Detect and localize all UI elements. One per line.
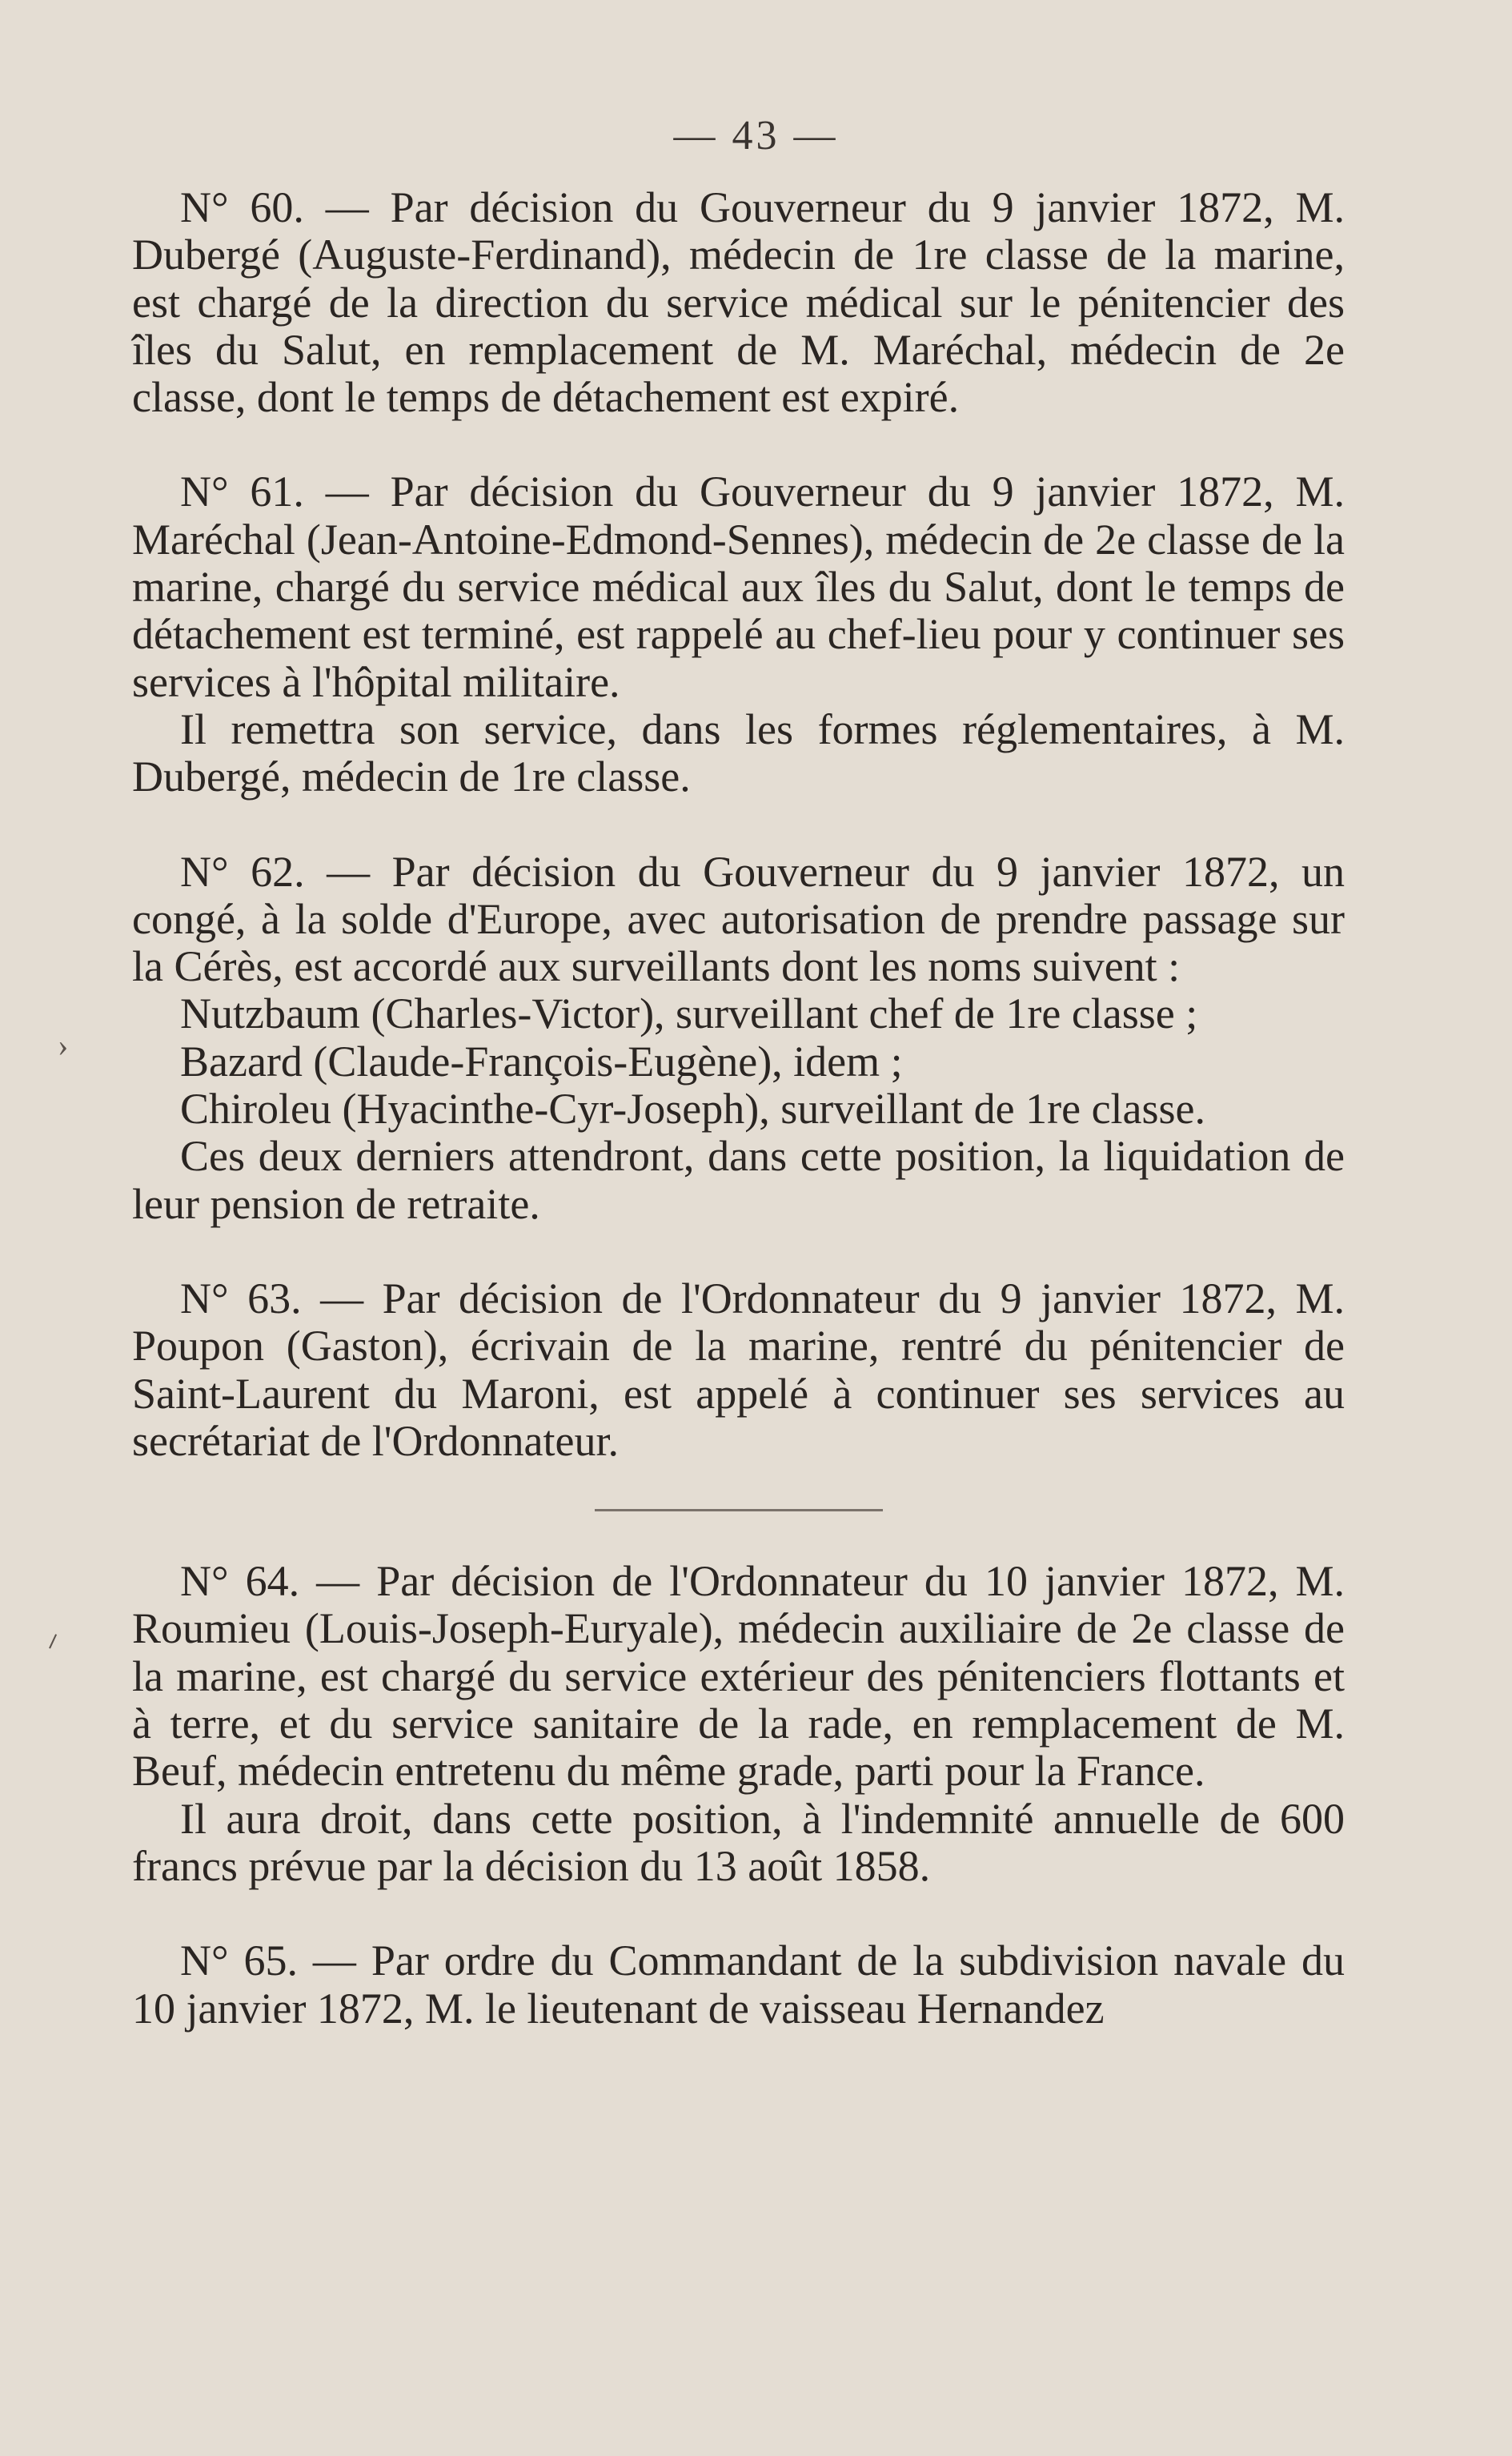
entry-paragraph: N° 65. — Par ordre du Commandant de la subdivision navale du 10 janvier 1872, M. le lieutenant de vaisseau Hernandez <box>132 1936 1345 2033</box>
entry-paragraph: Il remettra son service, dans les formes réglementaires, à M. Dubergé, médecin de 1re classe. <box>132 704 1345 801</box>
entry-paragraph: N° 62. — Par décision du Gouverneur du 9 janvier 1872, un congé, à la solde d'Europe, avec autorisation de prendre passage sur la Cérès, est accordé aux surveillants dont les noms suivent : <box>132 847 1345 991</box>
margin-arrow-mark: › <box>58 1027 69 1063</box>
entry-paragraph: N° 64. — Par décision de l'Ordonnateur du 10 janvier 1872, M. Roumieu (Louis-Joseph-Euryale), médecin auxiliaire de 2e classe de la marine, est chargé du service extérieur des pénitenciers flottants et à terre, et du service sanitaire de la rade, en remplacement de M. Beuf, médecin entretenu du même grade, parti pour la France. <box>132 1557 1345 1796</box>
page-number: — 43 — <box>673 113 839 159</box>
margin-tick-mark: ⸍ <box>41 1627 69 1667</box>
section-separator <box>595 1509 883 1511</box>
entry-64 <box>132 1558 1345 1890</box>
entry-paragraph: Ces deux derniers attendront, dans cette position, la liquidation de leur pension de retraite. <box>132 1132 1345 1228</box>
entry-61 <box>132 468 1345 801</box>
entry-paragraph: N° 60. — Par décision du Gouverneur du 9 janvier 1872, M. Dubergé (Auguste-Ferdinand), médecin de 1re classe de la marine, est chargé de la direction du service médical sur le pénitencier des îles du Salut, en remplacement de M. Maréchal, médecin de 2e classe, dont le temps de détachement est expiré. <box>132 183 1345 422</box>
entry-63 <box>132 1275 1345 1465</box>
entry-paragraph: Il aura droit, dans cette position, à l'indemnité annuelle de 600 francs prévue par la décision du 13 août 1858. <box>132 1794 1345 1890</box>
entry-65 <box>132 1937 1345 2033</box>
entry-list-item: Bazard (Claude-François-Eugène), idem ; <box>180 1037 903 1086</box>
entry-paragraph: N° 63. — Par décision de l'Ordonnateur du 9 janvier 1872, M. Poupon (Gaston), écrivain de la marine, rentré du pénitencier de Saint-Laurent du Maroni, est appelé à continuer ses services au secrétariat de l'Ordonnateur. <box>132 1274 1345 1465</box>
entry-list-item: Chiroleu (Hyacinthe-Cyr-Joseph), surveillant de 1re classe. <box>180 1085 1206 1134</box>
entry-list-item: Nutzbaum (Charles-Victor), surveillant chef de 1re classe ; <box>180 989 1198 1038</box>
entry-paragraph: N° 61. — Par décision du Gouverneur du 9 janvier 1872, M. Maréchal (Jean-Antoine-Edmond-Sennes), médecin de 2e classe de la marine, chargé du service médical aux îles du Salut, dont le temps de détachement est terminé, est rappelé au chef-lieu pour y continuer ses services à l'hôpital militaire. <box>132 468 1345 706</box>
text-column <box>132 184 1345 2080</box>
entry-60 <box>132 184 1345 421</box>
entry-62 <box>132 849 1345 1228</box>
